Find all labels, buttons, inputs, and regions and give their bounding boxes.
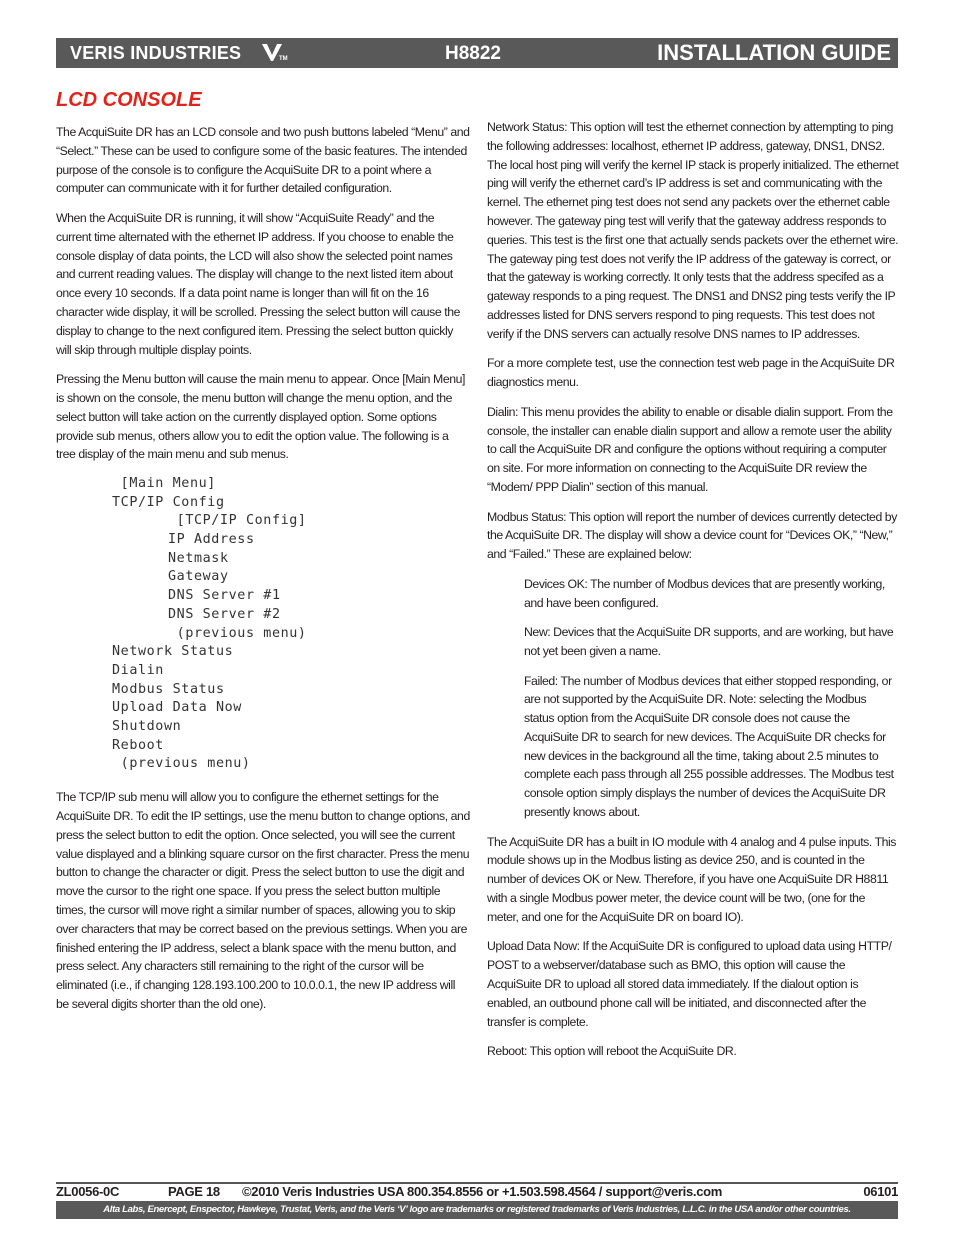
brand-name: VERIS INDUSTRIES [70, 43, 242, 63]
footer-page: PAGE 18 [168, 1184, 220, 1199]
complete-test-paragraph: For a more complete test, use the connection test web page in the AcquiSuite DR diagnostics menu. [487, 356, 895, 390]
footer-trademarks: Alta Labs, Enercept, Enspector, Hawkeye, Trustat, Veris, and the Veris ‘V’ logo are trademarks or registered trademarks of Veris Industries, L.L.C. in the USA and/or other countries. [56, 1201, 898, 1219]
new-paragraph: New: Devices that the AcquiSuite DR supports, and are working, but have not yet been given a name. [524, 625, 894, 658]
footer-copyright: ©2010 Veris Industries USA 800.354.8556 or +1.503.598.4564 / support@veris.com [242, 1184, 723, 1199]
section-title: LCD CONSOLE [56, 89, 202, 111]
network-status-paragraph: Network Status: This option will test the ethernet connection by attempting to ping the following addresses: localhost, ethernet IP address, gateway, DNS1, DNS2. The local host ping will verify the kernel IP stack is properly initialized. The ethernet ping will verify the ethernet card’s IP address is set and communicating with the kernel. The ethernet ping test does not send any packets over the ethernet cable however. The gateway ping test will verify that the gateway address responds to queries. This test is the first one that actually sends packets over the ethernet wire. The gateway ping test does not verify the IP address of the gateway is correct, or that the gateway is working correctly. It only tests that the address specifed as a gateway responds to a ping request. The DNS1 and DNS2 ping tests verify the IP addresses listed for DNS servers respond to ping requests. This test does not verify if the DNS servers can actually resolve DNS names to IP addresses. [487, 120, 899, 341]
tree-subitem: IP Address [168, 532, 255, 548]
devices-ok-paragraph: Devices OK: The number of Modbus devices that are presently working, and have been configured. [524, 576, 885, 610]
tcpip-paragraph: The TCP/IP sub menu will allow you to configure the ethernet settings for the AcquiSuite DR. To edit the IP settings, use the menu button to change options, and press the select button to edit the option. Once selected, you will see the current value displayed and a blinking square cursor on the first character. Press the menu button to change the character or digit. Press the select button to use the digit and move the cursor to the right one space. If you press the select button multiple times, the cursor will move right a similar number of spaces, allowing you to skip over characters that may be correct based on the previous settings. When you are finished entering the IP address, select a blank space with the menu button, and press select. Any characters still remaining to the right of the cursor will be eliminated (i.e., if changing 128.193.100.200 to 10.0.0.1, the new IP address will be several digits shorter than the old one). [56, 790, 470, 1011]
veris-v-logo-icon [261, 42, 283, 67]
tree-item: Upload Data Now [112, 700, 242, 716]
reboot-paragraph: Reboot: This option will reboot the AcquiSuite DR. [487, 1044, 737, 1059]
intro-paragraph: The AcquiSuite DR has an LCD console and two push buttons labeled “Menu” and “Select.” These can be used to configure some of the basic features. The intended purpose of the console is to configure the AcquiSuite DR to a point where a computer can communicate with it for further detailed configuration. [56, 125, 470, 196]
tree-item: Reboot [112, 737, 164, 753]
tree-subitem: (previous menu) [168, 625, 307, 641]
guide-title: INSTALLATION GUIDE [657, 40, 891, 65]
page-header [56, 38, 898, 68]
footer-doc-id: ZL0056-0C [56, 1184, 120, 1199]
menu-tree [56, 475, 470, 774]
tree-item: (previous menu) [112, 756, 251, 772]
footer-code: 06101 [863, 1184, 898, 1199]
tree-item: Shutdown [112, 719, 182, 735]
tree-item: Dialin [112, 662, 164, 678]
running-paragraph: When the AcquiSuite DR is running, it will show “AcquiSuite Ready” and the current time alternated with the ethernet IP address. If you choose to enable the console display of data points, the LCD will also show the selected point names and current reading values. The display will change to the next listed item about once every 10 seconds. If a data point name is longer than will fit on the 16 character wide display, it will be scrolled. Pressing the select button will cause the display to change to the next configured item. Pressing the select button quickly will skip through multiple display points. [56, 210, 460, 357]
left-column [56, 123, 470, 1025]
tree-root: [Main Menu] [112, 475, 216, 491]
tree-subitem: DNS Server #1 [168, 588, 281, 604]
tree-subitem: Gateway [168, 569, 229, 585]
menu-paragraph: Pressing the Menu button will cause the main menu to appear. Once [Main Menu] is shown on the console, the menu button will change the menu option, and the select button will take action on the currently displayed option. Some options provide sub menus, others allow you to edit the option value. The following is a tree display of the main menu and sub menus. [56, 372, 465, 462]
model-number: H8822 [445, 43, 501, 64]
modbus-status-paragraph: Modbus Status: This option will report the number of devices currently detected by the AcquiSuite DR. The display will show a device count for “Devices OK,” “New,” and “Failed.” These are explained below: [487, 509, 897, 562]
tree-item: Modbus Status [112, 681, 225, 697]
trademark-mark: TM [279, 56, 288, 62]
tree-subitem: [TCP/IP Config] [168, 513, 307, 529]
tree-item-tcpip: TCP/IP Config [112, 494, 225, 510]
io-module-paragraph: The AcquiSuite DR has a built in IO module with 4 analog and 4 pulse inputs. This module shows up in the Modbus listing as device 250, and is counted in the number of devices OK or New. Therefore, if you have one AcquiSuite DR H8811 with a single Modbus power meter, the device count will be two, (one for the meter, and one for the AcquiSuite DR on board IO). [487, 834, 897, 924]
failed-paragraph: Failed: The number of Modbus devices that either stopped responding, or are not supported by the AcquiSuite DR. Note: selecting the Modbus status option from the AcquiSuite DR console does not cause the AcquiSuite DR to search for new devices. The AcquiSuite DR checks for new devices in the background all the time, taking about 2.5 minutes to complete each pass through all 255 possible addresses. The Modbus test console option simply displays the number of devices the AcquiSuite DR presently knows about. [524, 673, 894, 820]
tree-item: Network Status [112, 644, 234, 660]
tree-subitem: Netmask [168, 550, 229, 566]
dialin-paragraph: Dialin: This menu provides the ability to enable or disable dialin support. From the console, the installer can enable dialin support and allow a remote user the ability to call the AcquiSuite DR and configure the options without requiring a computer on site. For more information on connecting to the AcquiSuite DR review the “Modem/ PPP Dialin” section of this manual. [487, 404, 893, 494]
tree-subitem: DNS Server #2 [168, 606, 281, 622]
right-column [487, 118, 899, 1072]
upload-paragraph: Upload Data Now: If the AcquiSuite DR is configured to upload data using HTTP/ POST to a webserver/database such as BMO, this option will cause the AcquiSuite DR to upload all stored data immediately. If the dialout option is enabled, an outbound phone call will be initiated, and disconnected after the transfer is complete. [487, 939, 892, 1029]
